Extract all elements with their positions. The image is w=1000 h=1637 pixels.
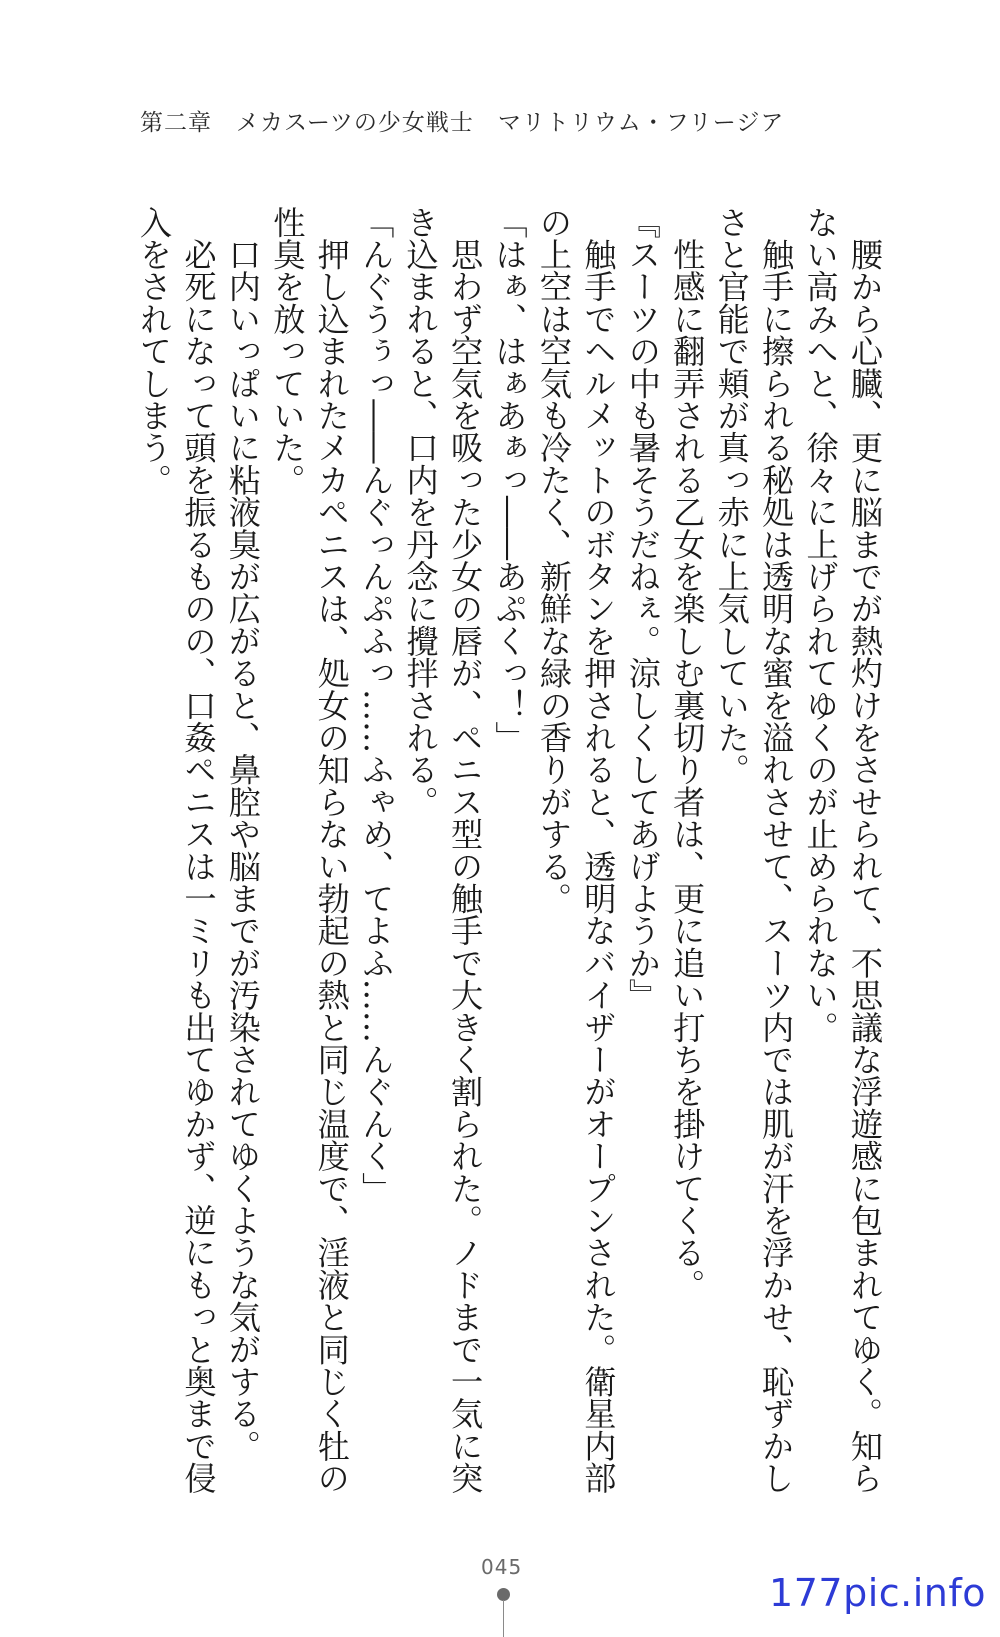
text-line: 入をされてしまう。	[135, 206, 173, 496]
text-line: 必死になって頭を振るものの、口姦ペニスは一ミリも出てゆかず、逆にもっと奥まで侵	[179, 206, 218, 1494]
text-line: の上空は空気も冷たく、新鮮な緑の香りがする。	[534, 206, 573, 915]
text-line: 「んぐうぅっ――んぐっんぷふっ……ふゃめ、てよふ……んぐんく」	[357, 206, 396, 1205]
text-line: 押し込まれたメカペニスは、処女の知らない勃起の熱と同じ温度で、淫液と同じく牡の	[312, 206, 351, 1494]
text-line: 口内いっぱいに粘液臭が広がると、鼻腔や脳までが汚染されてゆくような気がする。	[223, 206, 262, 1462]
text-line: 腰から心臓、更に脳までが熱灼けをさせられて、不思議な浮遊感に包まれてゆく。知ら	[846, 206, 884, 1494]
text-line: 「はぁ、はぁあぁっ――あぷくっ！」	[490, 206, 529, 754]
text-line: 触手に擦られる秘処は透明な蜜を溢れさせて、スーツ内では肌が汗を浮かせ、恥ずかし	[757, 206, 796, 1494]
watermark: 177pic.info	[769, 1571, 986, 1615]
body-text	[132, 206, 887, 1494]
page-number: 045	[481, 1555, 523, 1579]
running-head: 第二章 メカスーツの少女戦士 マリトリウム・フリージア	[140, 110, 785, 136]
text-line: 性臭を放っていた。	[268, 206, 307, 496]
text-line: さと官能で頬が真っ赤に上気していた。	[712, 206, 751, 786]
text-line: 思わず空気を吸った少女の唇が、ペニス型の触手で大きく割られた。ノドまで一気に突	[446, 206, 485, 1494]
text-line: ない高みへと、徐々に上げられてゆくのが止められない。	[801, 206, 840, 1044]
text-line: き込まれると、口内を丹念に攪拌される。	[401, 206, 440, 818]
page-marker-line	[503, 1600, 504, 1637]
text-line: 触手でヘルメットのボタンを押されると、透明なバイザーがオープンされた。衛星内部	[579, 206, 618, 1494]
text-line: 性感に翻弄される乙女を楽しむ裏切り者は、更に追い打ちを掛けてくる。	[668, 206, 707, 1301]
text-line: 『スーツの中も暑そうだねぇ。涼しくしてあげようか』	[623, 206, 662, 1011]
